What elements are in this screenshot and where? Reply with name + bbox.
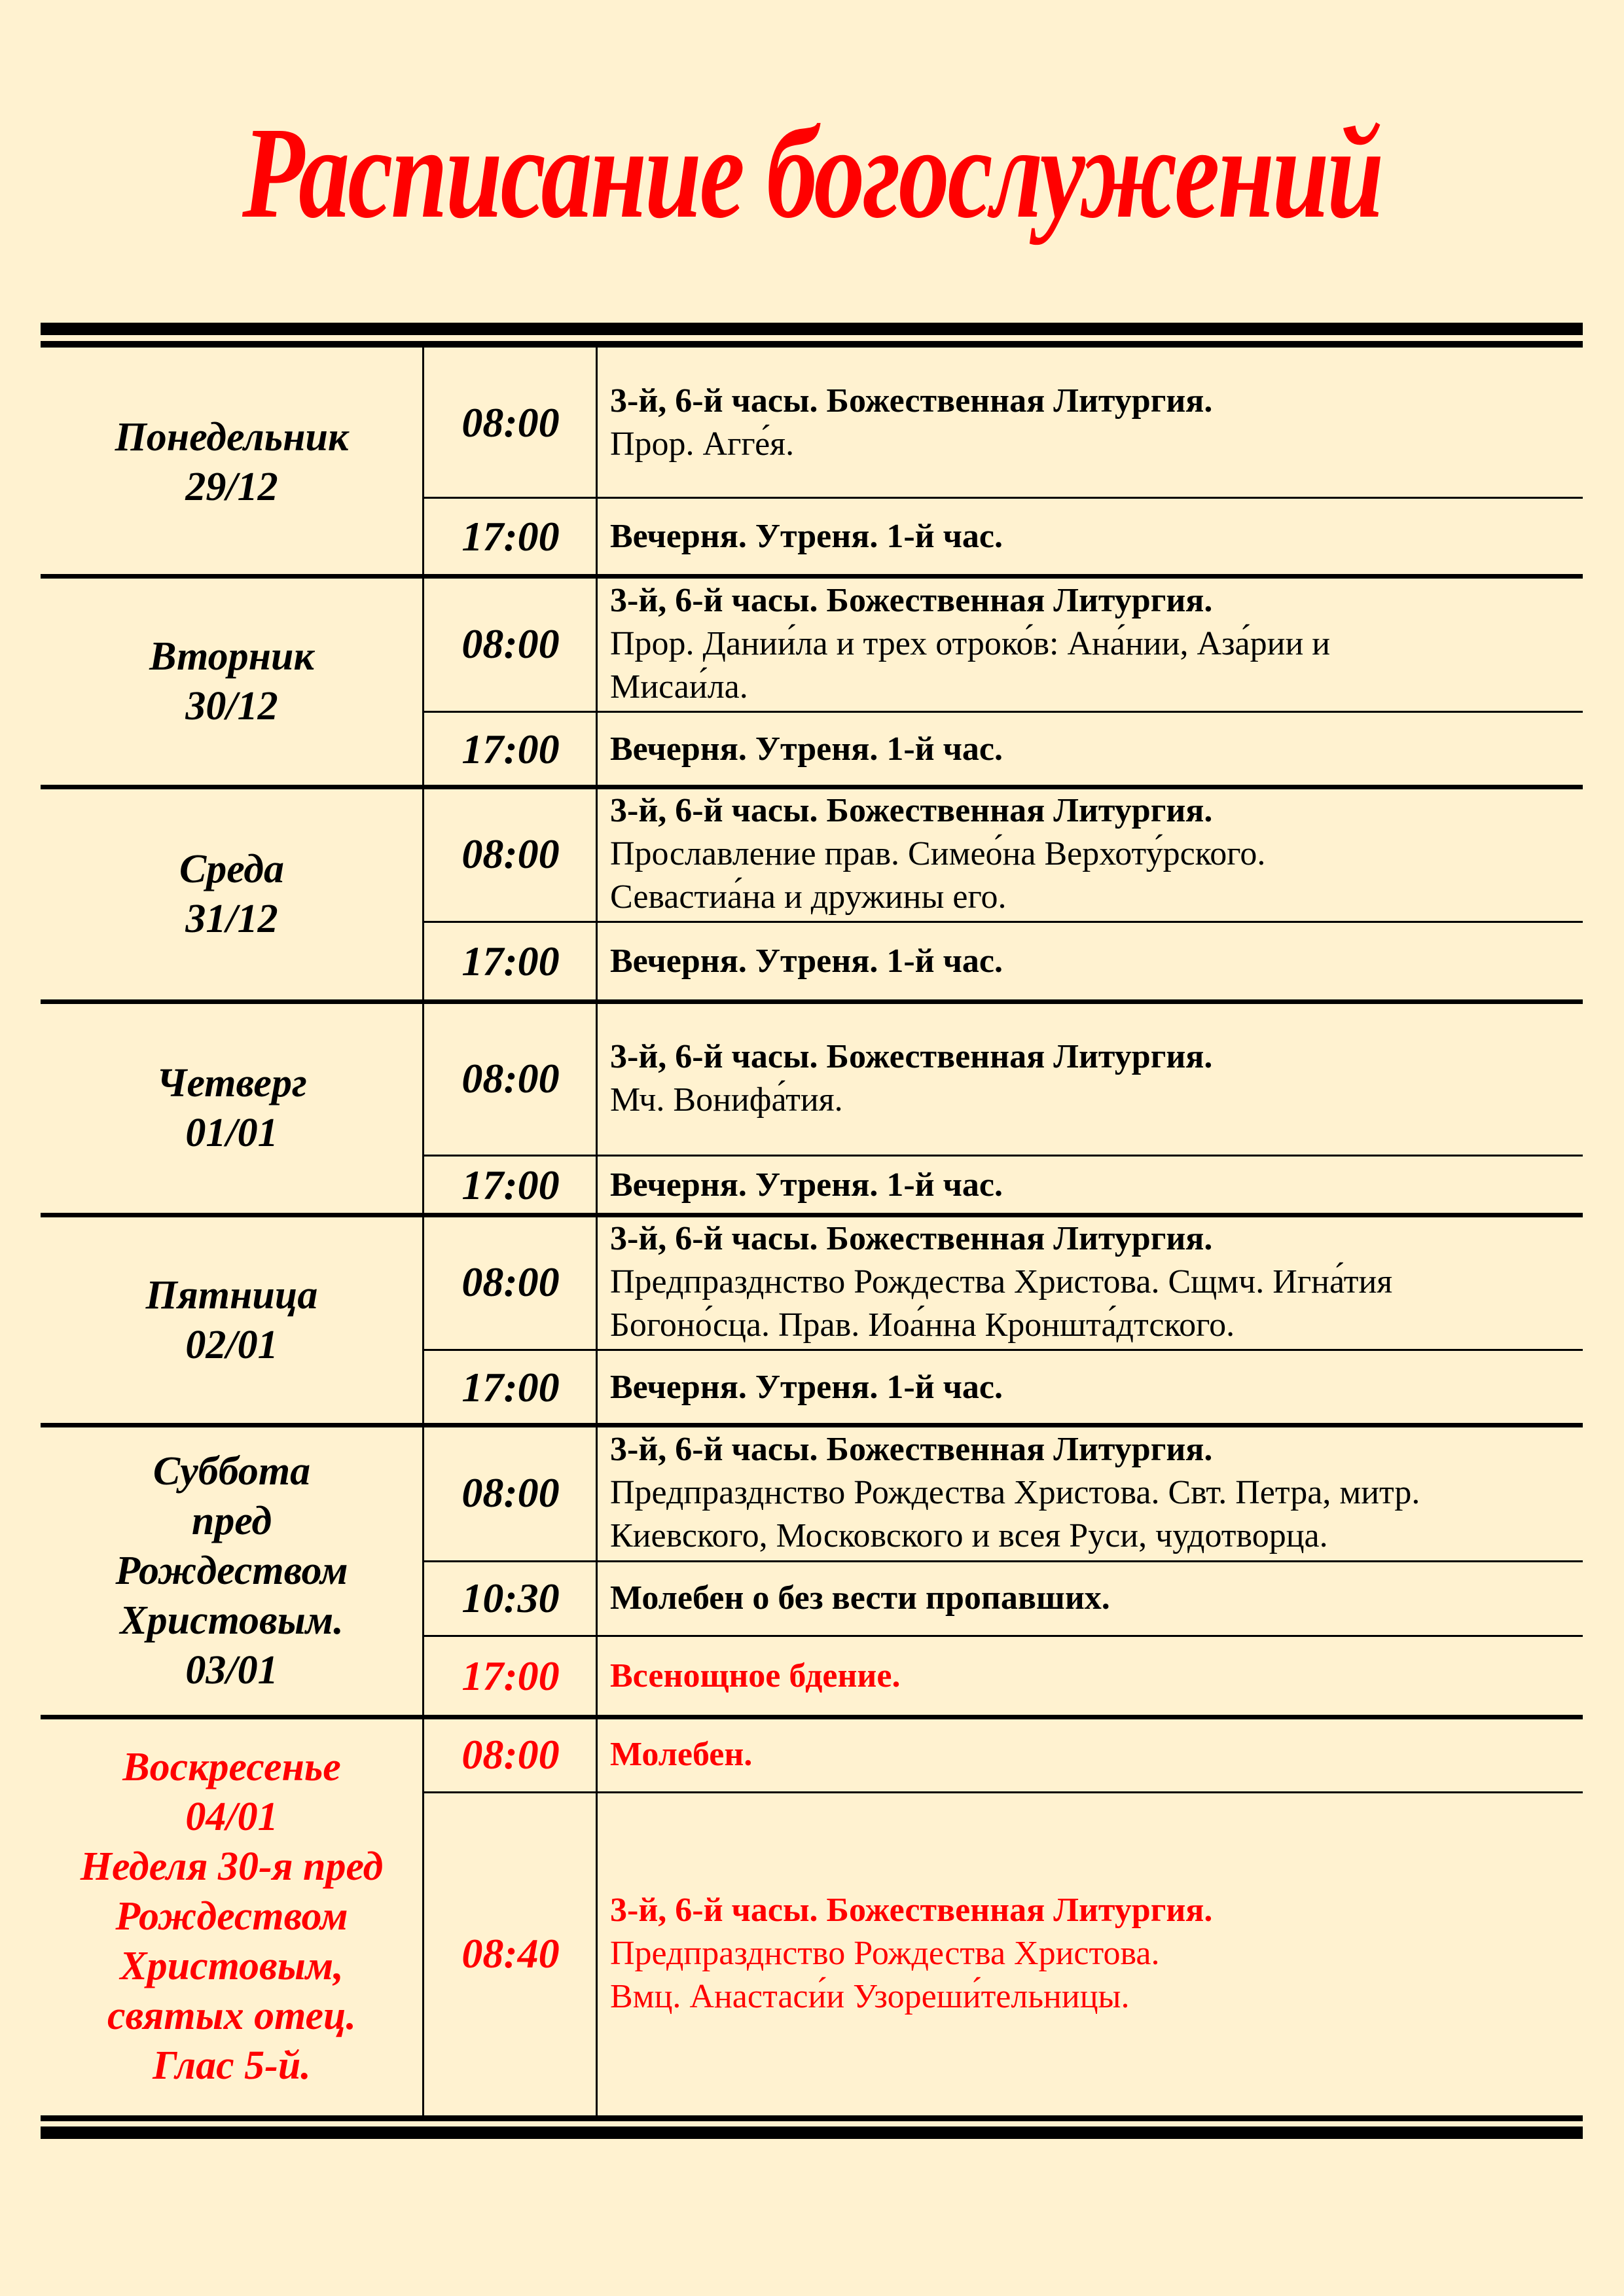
service-title: Вечерня. Утреня. 1-й час.: [610, 1166, 1003, 1204]
day-name-line: святых отец.: [107, 1993, 356, 2038]
day-cell: [41, 350, 423, 573]
service-commemoration: Предпразднство Рождества Христова. Сщмч. Игна́тия: [610, 1263, 1393, 1300]
day-cell: [41, 1719, 423, 2113]
bottom-rule-thin: [41, 2115, 1583, 2121]
service-title: Молебен.: [610, 1735, 753, 1773]
service-title: 3-й, 6-й часы. Божественная Литургия.: [610, 1431, 1213, 1468]
service-description: [610, 1792, 1572, 2115]
day-label: [115, 1446, 348, 1695]
day-date: 29/12: [185, 464, 278, 509]
service-title: 3-й, 6-й часы. Божественная Литургия.: [610, 1220, 1213, 1257]
service-time: 08:00: [461, 399, 560, 446]
day-name: Понедельник: [115, 414, 349, 459]
day-name-line: пред: [191, 1499, 272, 1543]
day-label: [179, 844, 284, 944]
service-description: [610, 1425, 1572, 1561]
service-description: [610, 348, 1572, 497]
day-name-line: Воскресенье: [122, 1744, 341, 1789]
service-time: 17:00: [461, 513, 560, 560]
service-commemoration: Мисаи́ла.: [610, 668, 748, 706]
service-description: [610, 1215, 1572, 1350]
day-name-line: Глас 5-й.: [153, 2043, 311, 2088]
service-commemoration: Севастиа́на и дружины его.: [610, 878, 1007, 916]
service-time: 08:00: [461, 1054, 560, 1102]
top-rule-thick: [41, 323, 1583, 335]
service-time: 08:00: [461, 831, 560, 877]
service-time: 17:00: [461, 938, 560, 984]
service-description: [610, 1636, 1572, 1717]
service-title: 3-й, 6-й часы. Божественная Литургия.: [610, 1037, 1213, 1075]
day-cell: [41, 1427, 423, 1714]
day-name: Вторник: [149, 634, 314, 679]
service-title: Вечерня. Утреня. 1-й час.: [610, 730, 1003, 768]
day-name: Среда: [179, 847, 285, 891]
service-title: Вечерня. Утреня. 1-й час.: [610, 942, 1003, 980]
day-name-line: Христовым,: [120, 1943, 344, 1988]
day-date: 30/12: [185, 684, 278, 728]
service-time: 08:40: [461, 1930, 560, 1977]
day-name: Пятница: [145, 1272, 318, 1318]
day-label: [146, 1270, 318, 1370]
service-time: 17:00: [461, 1363, 560, 1410]
service-time: 08:00: [461, 1731, 560, 1778]
service-time: 10:30: [461, 1575, 560, 1621]
day-cell: [41, 789, 423, 999]
day-label: [156, 1058, 307, 1158]
day-date: 03/01: [185, 1648, 278, 1693]
service-title: 3-й, 6-й часы. Божественная Литургия.: [610, 792, 1213, 829]
day-date: 01/01: [185, 1111, 278, 1155]
service-commemoration: Предпразднство Рождества Христова.: [610, 1935, 1160, 1972]
day-name-line: Суббота: [153, 1449, 311, 1494]
service-description: [610, 711, 1572, 787]
service-commemoration: Прославление прав. Симео́на Верхоту́рского.: [610, 835, 1266, 872]
page-title: Расписание богослужений: [242, 101, 1382, 245]
day-name-line: Рождеством: [115, 1549, 348, 1593]
service-description: [610, 1155, 1572, 1215]
bottom-rule-thick: [41, 2126, 1583, 2139]
day-date: 02/01: [185, 1322, 278, 1367]
service-commemoration: Мч. Вонифа́тия.: [610, 1081, 843, 1119]
service-description: [610, 497, 1572, 576]
service-title: 3-й, 6-й часы. Божественная Литургия.: [610, 382, 1213, 420]
day-cell: [41, 579, 423, 784]
service-description: [610, 1561, 1572, 1636]
service-commemoration: Вмц. Анастаси́и Узореши́тельницы.: [610, 1978, 1130, 2015]
service-commemoration: Прор. Агге́я.: [610, 425, 795, 463]
service-time: 17:00: [461, 725, 560, 772]
service-title: Всенощное бдение.: [610, 1657, 901, 1695]
service-description: [610, 576, 1572, 711]
service-title: Вечерня. Утреня. 1-й час.: [610, 1368, 1003, 1406]
day-name-line: Неделя 30-я пред: [80, 1844, 384, 1889]
day-name: Четверг: [156, 1061, 307, 1105]
day-date: 04/01: [185, 1794, 278, 1839]
service-time: 08:00: [461, 620, 560, 667]
service-commemoration: Предпразднство Рождества Христова. Свт. Петра, митр.: [610, 1474, 1420, 1511]
service-title: Вечерня. Утреня. 1-й час.: [610, 518, 1003, 555]
day-cell: [41, 1217, 423, 1422]
service-time: 08:00: [461, 1469, 560, 1516]
service-time: 08:00: [461, 1259, 560, 1305]
service-description: [610, 1001, 1572, 1155]
service-time: 17:00: [461, 1653, 560, 1699]
day-label: [81, 1742, 384, 2090]
day-name-line: Христовым.: [120, 1598, 344, 1643]
day-date: 31/12: [185, 897, 278, 941]
service-title: 3-й, 6-й часы. Божественная Литургия.: [610, 1892, 1213, 1929]
day-label: [149, 632, 314, 731]
service-commemoration: Прор. Дании́ла и трех отроко́в: Ана́нии, Аза́рии и: [610, 624, 1331, 662]
service-title: 3-й, 6-й часы. Божественная Литургия.: [610, 581, 1213, 619]
service-commemoration: Богоно́сца. Прав. Иоа́нна Кроншта́дтского.: [610, 1306, 1235, 1344]
service-description: [610, 1717, 1572, 1792]
service-description: [610, 922, 1572, 1001]
service-description: [610, 1350, 1572, 1425]
service-title: Молебен о без вести пропавших.: [610, 1579, 1110, 1617]
day-label: [115, 412, 349, 512]
day-name-line: Рождеством: [115, 1893, 348, 1939]
service-description: [610, 787, 1572, 922]
service-time: 17:00: [461, 1161, 560, 1208]
top-rule-thin: [41, 341, 1583, 348]
service-commemoration: Киевского, Московского и всея Руси, чудотворца.: [610, 1517, 1328, 1554]
day-cell: [41, 1004, 423, 1212]
